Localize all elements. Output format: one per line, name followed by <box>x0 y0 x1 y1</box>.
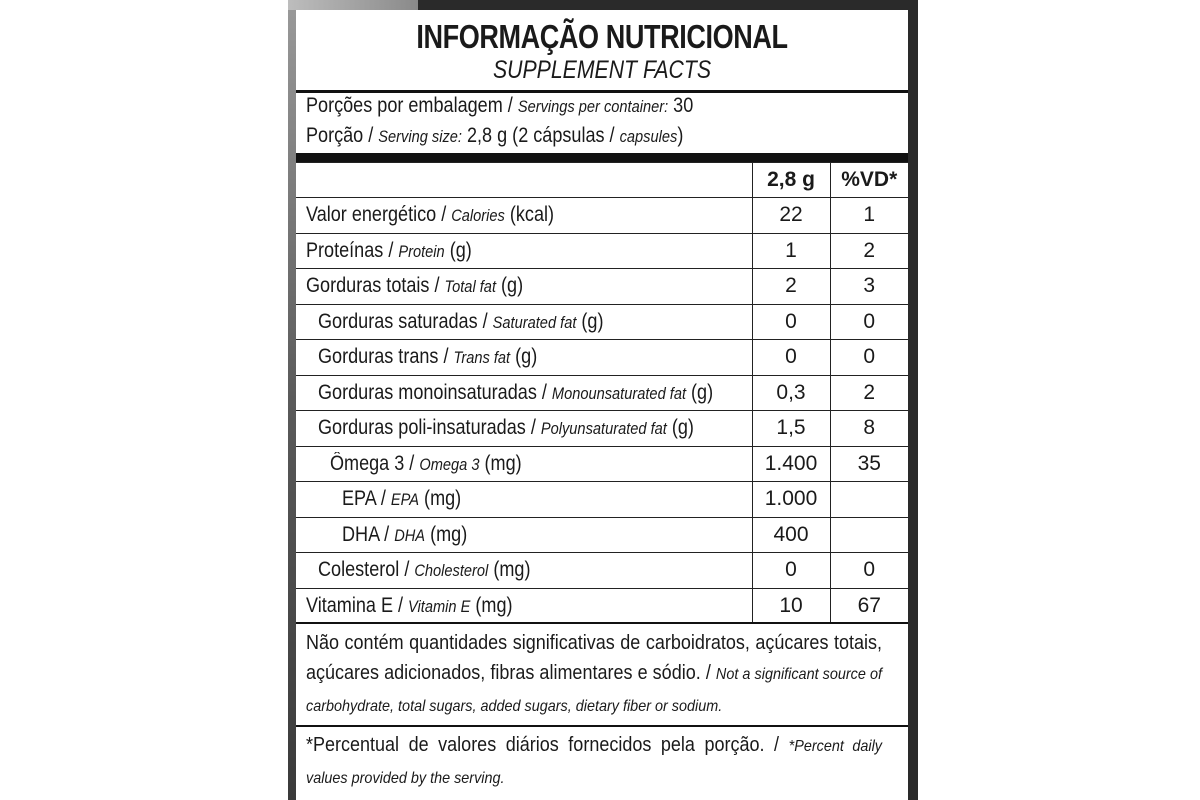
table-header-row <box>296 163 908 198</box>
nutrient-daily-value: 2 <box>830 375 908 411</box>
nutrient-name-en: Vitamin E <box>408 596 471 616</box>
nutrient-daily-value <box>830 482 908 518</box>
nutrient-name-en: Trans fat <box>453 348 511 368</box>
nutrient-name-pt: Proteínas / <box>306 238 399 262</box>
nutrient-daily-value: 0 <box>830 304 908 340</box>
nutrient-name-cell <box>296 375 752 411</box>
nutrient-name-cell <box>296 517 752 553</box>
nutrient-name <box>330 452 522 476</box>
nutrient-unit: (kcal) <box>504 203 555 227</box>
nutrient-name <box>318 416 694 440</box>
nutrient-daily-value: 0 <box>830 340 908 376</box>
servings-per-container <box>306 94 693 118</box>
nutrient-name-pt: Ômega 3 / <box>330 451 420 475</box>
nutrient-name-pt: Valor energético / <box>306 203 452 227</box>
nutrient-daily-value: 35 <box>830 446 908 482</box>
nutrient-name <box>306 203 554 227</box>
nutrient-name-cell <box>296 304 752 340</box>
nutrient-amount: 0 <box>752 340 830 376</box>
nutrient-name-pt: DHA / <box>342 522 395 546</box>
label-frame-top-left <box>288 0 418 10</box>
nutrient-name-pt: Gorduras saturadas / <box>318 309 493 333</box>
nutrient-daily-value: 1 <box>830 198 908 234</box>
nutrient-name <box>306 594 513 618</box>
nutrient-name-pt: Gorduras poli-insaturadas / <box>318 416 541 440</box>
nutrient-name <box>342 487 461 511</box>
table-row <box>296 482 908 518</box>
footnote-not-significant <box>306 628 882 722</box>
table-row <box>296 304 908 340</box>
nutrient-name-cell <box>296 233 752 269</box>
servings-en: Servings per container: <box>517 97 669 116</box>
nutrient-amount: 400 <box>752 517 830 553</box>
nutrient-amount: 0 <box>752 553 830 589</box>
nutrient-name-cell <box>296 411 752 447</box>
nutrient-name-en: EPA <box>390 490 420 510</box>
nutrient-name-en: Total fat <box>444 277 497 297</box>
divider-footnote <box>296 622 908 624</box>
nutrient-name-en: DHA <box>394 525 426 545</box>
serving-size-en: Serving size: <box>378 127 462 146</box>
nutrient-daily-value: 67 <box>830 588 908 624</box>
table-row <box>296 517 908 553</box>
nutrient-unit: (g) <box>444 238 472 262</box>
nutrient-daily-value: 3 <box>830 269 908 305</box>
nutrient-name-cell <box>296 553 752 589</box>
nutrient-name <box>318 345 537 369</box>
nutrient-unit: (g) <box>576 309 604 333</box>
nutrient-unit: (mg) <box>479 451 522 475</box>
footnote-daily-values <box>306 730 882 794</box>
serving-size-value: 2,8 g (2 cápsulas / <box>461 124 620 147</box>
servings-value: 30 <box>668 94 694 117</box>
label-title: INFORMAÇÃO NUTRICIONAL <box>416 18 788 55</box>
nutrient-amount: 1 <box>752 233 830 269</box>
table-row <box>296 588 908 624</box>
nutrient-unit: (mg) <box>488 558 531 582</box>
nutrient-unit: (g) <box>510 345 538 369</box>
divider-footnote-2 <box>296 725 908 727</box>
nutrition-label <box>296 10 908 800</box>
nutrient-unit: (mg) <box>470 593 513 617</box>
nutrition-table <box>296 162 908 624</box>
nutrient-amount: 1.400 <box>752 446 830 482</box>
nutrient-amount: 10 <box>752 588 830 624</box>
nutrient-unit: (g) <box>496 274 524 298</box>
footnote1-pt: Não contém quantidades significativas de carboidratos, açúcares totais, açúcares adicionados, fibras alimentares e sódio. / <box>306 632 882 684</box>
nutrient-name-pt: Colesterol / <box>318 558 415 582</box>
nutrient-amount: 22 <box>752 198 830 234</box>
table-row <box>296 411 908 447</box>
label-subtitle: SUPPLEMENT FACTS <box>492 56 712 84</box>
nutrient-name-pt: EPA / <box>342 487 391 511</box>
table-row <box>296 375 908 411</box>
nutrient-name-en: Monounsaturated fat <box>551 383 687 403</box>
table-row <box>296 553 908 589</box>
nutrient-unit: (g) <box>666 416 694 440</box>
table-row <box>296 233 908 269</box>
nutrient-name-en: Cholesterol <box>414 561 489 581</box>
serving-size-caps-en: capsules <box>619 127 678 146</box>
serving-size-pt: Porção / <box>306 124 379 147</box>
nutrient-amount: 1,5 <box>752 411 830 447</box>
nutrient-daily-value: 8 <box>830 411 908 447</box>
label-frame-top <box>418 0 918 10</box>
header-nutrient <box>296 163 752 198</box>
nutrient-amount: 0 <box>752 304 830 340</box>
nutrient-name-pt: Gorduras trans / <box>318 345 454 369</box>
nutrient-name-cell <box>296 588 752 624</box>
nutrient-name-en: Protein <box>398 241 445 261</box>
nutrient-amount: 2 <box>752 269 830 305</box>
serving-size-close: ) <box>677 124 684 147</box>
nutrient-name-cell <box>296 198 752 234</box>
nutrient-name <box>318 310 603 334</box>
table-row <box>296 269 908 305</box>
divider-top <box>296 90 908 93</box>
nutrient-name <box>306 274 523 298</box>
nutrient-name-en: Calories <box>451 206 505 226</box>
header-dv: %VD* <box>830 163 908 198</box>
table-row <box>296 340 908 376</box>
nutrient-name-pt: Vitamina E / <box>306 593 409 617</box>
label-frame-left <box>288 0 296 800</box>
nutrient-name-cell <box>296 269 752 305</box>
nutrient-name <box>342 523 467 547</box>
footnote1-en: Not a significant source of carbohydrate, total sugars, added sugars, dietary fiber or sodium. <box>306 666 883 715</box>
table-row <box>296 198 908 234</box>
table-row <box>296 446 908 482</box>
nutrient-unit: (g) <box>686 380 714 404</box>
nutrient-daily-value <box>830 517 908 553</box>
nutrient-name-pt: Gorduras totais / <box>306 274 445 298</box>
nutrient-amount: 1.000 <box>752 482 830 518</box>
label-frame-right <box>908 0 918 800</box>
footnote2-pt: *Percentual de valores diários fornecidos pela porção. / <box>306 734 789 756</box>
nutrient-name <box>318 558 530 582</box>
nutrient-unit: (mg) <box>425 522 468 546</box>
nutrient-name-cell <box>296 340 752 376</box>
header-amount: 2,8 g <box>752 163 830 198</box>
nutrient-daily-value: 2 <box>830 233 908 269</box>
nutrient-name <box>318 381 713 405</box>
nutrient-name-cell <box>296 446 752 482</box>
nutrient-name-cell <box>296 482 752 518</box>
nutrient-name-pt: Gorduras monoinsaturadas / <box>318 380 552 404</box>
nutrient-unit: (mg) <box>419 487 462 511</box>
serving-size <box>306 124 683 148</box>
nutrient-amount: 0,3 <box>752 375 830 411</box>
nutrient-name-en: Polyunsaturated fat <box>540 419 667 439</box>
servings-pt: Porções por embalagem / <box>306 94 518 117</box>
footnote2-en: *Percent daily values provided by the serving. <box>306 738 883 787</box>
divider-thick <box>296 153 908 162</box>
nutrient-name-en: Omega 3 <box>419 454 480 474</box>
nutrient-name <box>306 239 472 263</box>
nutrient-daily-value: 0 <box>830 553 908 589</box>
nutrient-name-en: Saturated fat <box>492 312 577 332</box>
